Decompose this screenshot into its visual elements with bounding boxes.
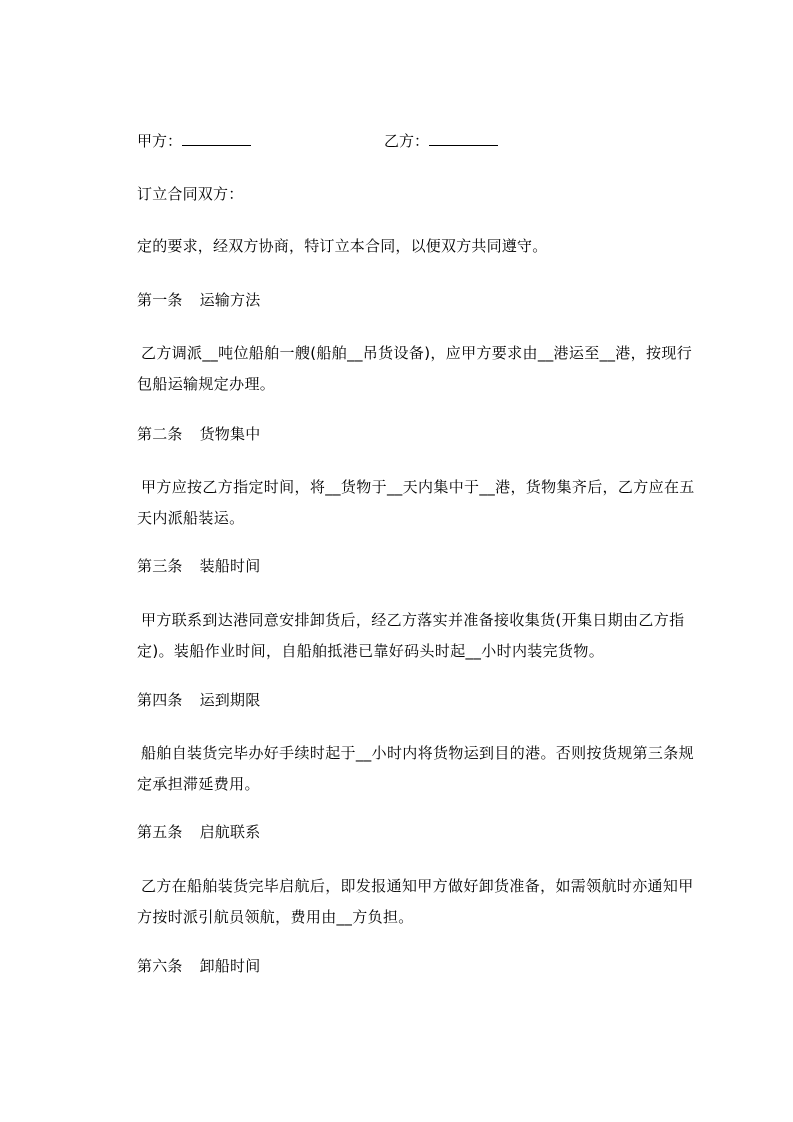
party-a-label: 甲方： [137, 132, 183, 150]
article-title: 启航联系 [199, 823, 261, 841]
article-heading [137, 424, 260, 444]
party-b-field [384, 131, 498, 151]
article-title: 装船时间 [199, 557, 261, 575]
party-b-label: 乙方： [384, 132, 430, 150]
article-title: 货物集中 [199, 425, 261, 443]
article-body: 甲方联系到达港同意安排卸货后，经乙方落实并准备接收集货(开集日期由乙方指定)。装船作业时间，自船舶抵港已靠好码头时起__小时内装完货物。 [137, 611, 685, 660]
article-title: 运到期限 [199, 691, 261, 709]
article-number: 第二条 [137, 425, 183, 443]
article-number: 第六条 [137, 957, 183, 975]
article-body: 甲方应按乙方指定时间，将__货物于__天内集中于__港，货物集齐后，乙方应在五天内派船装运。 [137, 478, 695, 527]
article-title: 运输方法 [199, 291, 261, 309]
article-number: 第一条 [137, 291, 183, 309]
article-body: 船舶自装货完毕办好手续时起于__小时内将货物运到目的港。否则按货规第三条规定承担滞延费用。 [137, 744, 694, 793]
article-body: 乙方调派__吨位船舶一艘(船舶__吊货设备)，应甲方要求由__港运至__港，按现行包船运输规定办理。 [137, 344, 693, 393]
article-heading [137, 956, 260, 976]
contract-parties-label: 订立合同双方： [137, 185, 244, 203]
article-number: 第四条 [137, 691, 183, 709]
article-heading [137, 556, 260, 576]
article-number: 第三条 [137, 557, 183, 575]
article-number: 第五条 [137, 823, 183, 841]
party-a-field [137, 131, 251, 151]
article-heading [137, 290, 260, 310]
article-heading [137, 690, 260, 710]
article-title: 卸船时间 [199, 957, 261, 975]
party-a-blank [182, 131, 251, 146]
contract-purpose-text: 定的要求，经双方协商，特订立本合同，以便双方共同遵守。 [137, 237, 548, 255]
article-heading [137, 822, 260, 842]
article-body: 乙方在船舶装货完毕启航后，即发报通知甲方做好卸货准备，如需领航时亦通知甲方按时派引航员领航，费用由__方负担。 [137, 877, 694, 926]
party-b-blank [429, 131, 498, 146]
